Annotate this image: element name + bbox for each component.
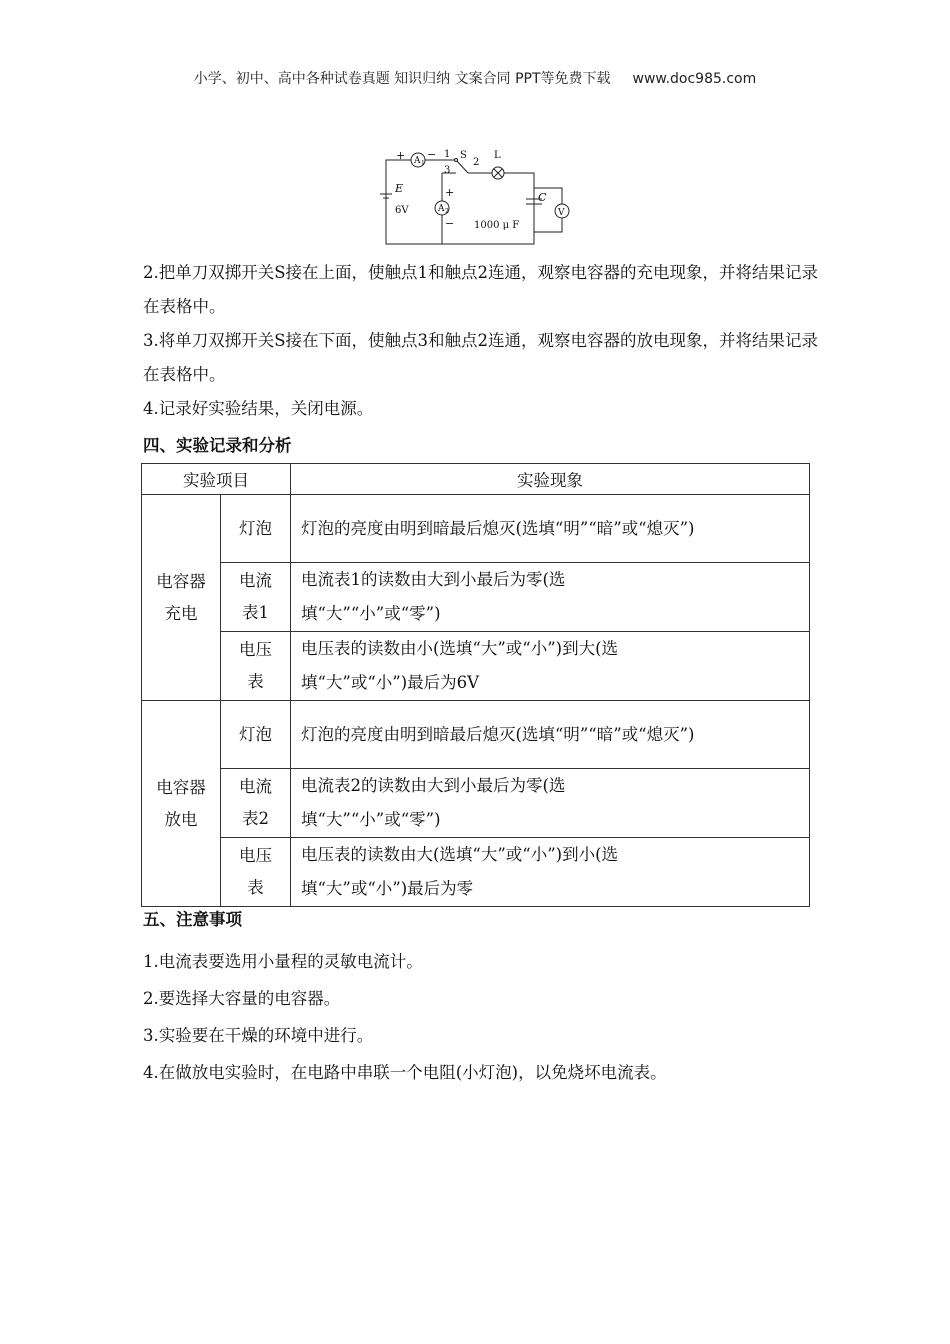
phenomenon-cell: 灯泡的亮度由明到暗最后熄灭(选填“明”“暗”或“熄灭”) (291, 701, 810, 769)
a1-plus-label: + (396, 149, 406, 162)
page-header (0, 68, 950, 88)
experiment-record-table (141, 463, 810, 907)
notes-list (143, 943, 667, 1091)
group-charging: 电容器 充电 (142, 495, 221, 701)
table-header-row (142, 464, 810, 495)
lamp-label: L (494, 150, 501, 161)
item-cell: 电压 表 (221, 632, 291, 701)
voltmeter-label: V (558, 208, 565, 218)
item-cell: 灯泡 (221, 495, 291, 563)
a2-minus-label: − (445, 217, 455, 230)
note-item: 2.要选择大容量的电容器。 (143, 989, 341, 1008)
item-cell: 电流 表1 (221, 563, 291, 632)
header-phenomenon: 实验现象 (291, 464, 810, 495)
phenomenon-cell: 灯泡的亮度由明到暗最后熄灭(选填“明”“暗”或“熄灭”) (291, 495, 810, 563)
section-5-title: 五、注意事项 (143, 910, 242, 929)
contact-1-label: 1 (444, 149, 451, 160)
table-row (142, 769, 810, 838)
group-discharging: 电容器 放电 (142, 701, 221, 907)
a2-plus-label: + (445, 186, 455, 199)
table-row (142, 563, 810, 632)
emf-label: E (395, 182, 404, 195)
section-4-title: 四、实验记录和分析 (143, 436, 292, 455)
voltage-label: 6V (395, 205, 409, 216)
switch-label: S (460, 150, 467, 161)
circuit-diagram (378, 146, 578, 250)
note-item: 4.在做放电实验时，在电路中串联一个电阻(小灯泡)，以免烧坏电流表。 (143, 1063, 667, 1082)
step-3: 3.将单刀双掷开关S接在下面，使触点3和触点2连通，观察电容器的放电现象，并将结果记录在表格中。 (143, 331, 819, 384)
table-row (142, 838, 810, 907)
header-text: 小学、初中、高中各种试卷真题 知识归纳 文案合同 PPT等免费下载 (193, 71, 611, 87)
a1-label: A (414, 156, 421, 166)
a1-minus-label: − (427, 148, 437, 161)
capacitance-label: 1000 μ F (474, 220, 520, 231)
a2-label: A (438, 204, 445, 214)
phenomenon-cell: 电流表2的读数由大到小最后为零(选填“大”“小”或“零”) (291, 769, 810, 838)
phenomenon-cell: 电流表1的读数由大到小最后为零(选填“大”“小”或“零”) (291, 563, 810, 632)
contact-2-label: 2 (473, 157, 480, 168)
phenomenon-cell: 电压表的读数由小(选填“大”或“小”)到大(选填“大”或“小”)最后为6V (291, 632, 810, 701)
item-cell: 电压 表 (221, 838, 291, 907)
table-row (142, 632, 810, 701)
step-2: 2.把单刀双掷开关S接在上面，使触点1和触点2连通，观察电容器的充电现象，并将结果记录在表格中。 (143, 263, 819, 316)
contact-3-label: 3 (444, 165, 451, 176)
step-4: 4.记录好实验结果，关闭电源。 (143, 399, 374, 418)
a2-subscript: 2 (445, 208, 449, 215)
table-row (142, 495, 810, 563)
item-cell: 灯泡 (221, 701, 291, 769)
switch-contact (455, 159, 458, 162)
phenomenon-cell: 电压表的读数由大(选填“大”或“小”)到小(选填“大”或“小”)最后为零 (291, 838, 810, 907)
header-url[interactable]: www.doc985.com (632, 71, 757, 87)
note-item: 1.电流表要选用小量程的灵敏电流计。 (143, 952, 423, 971)
note-item: 3.实验要在干燥的环境中进行。 (143, 1026, 374, 1045)
a1-subscript: 1 (421, 160, 425, 167)
item-cell: 电流 表2 (221, 769, 291, 838)
header-item: 实验项目 (142, 464, 291, 495)
capacitor-label: C (538, 191, 547, 204)
table-row (142, 701, 810, 769)
